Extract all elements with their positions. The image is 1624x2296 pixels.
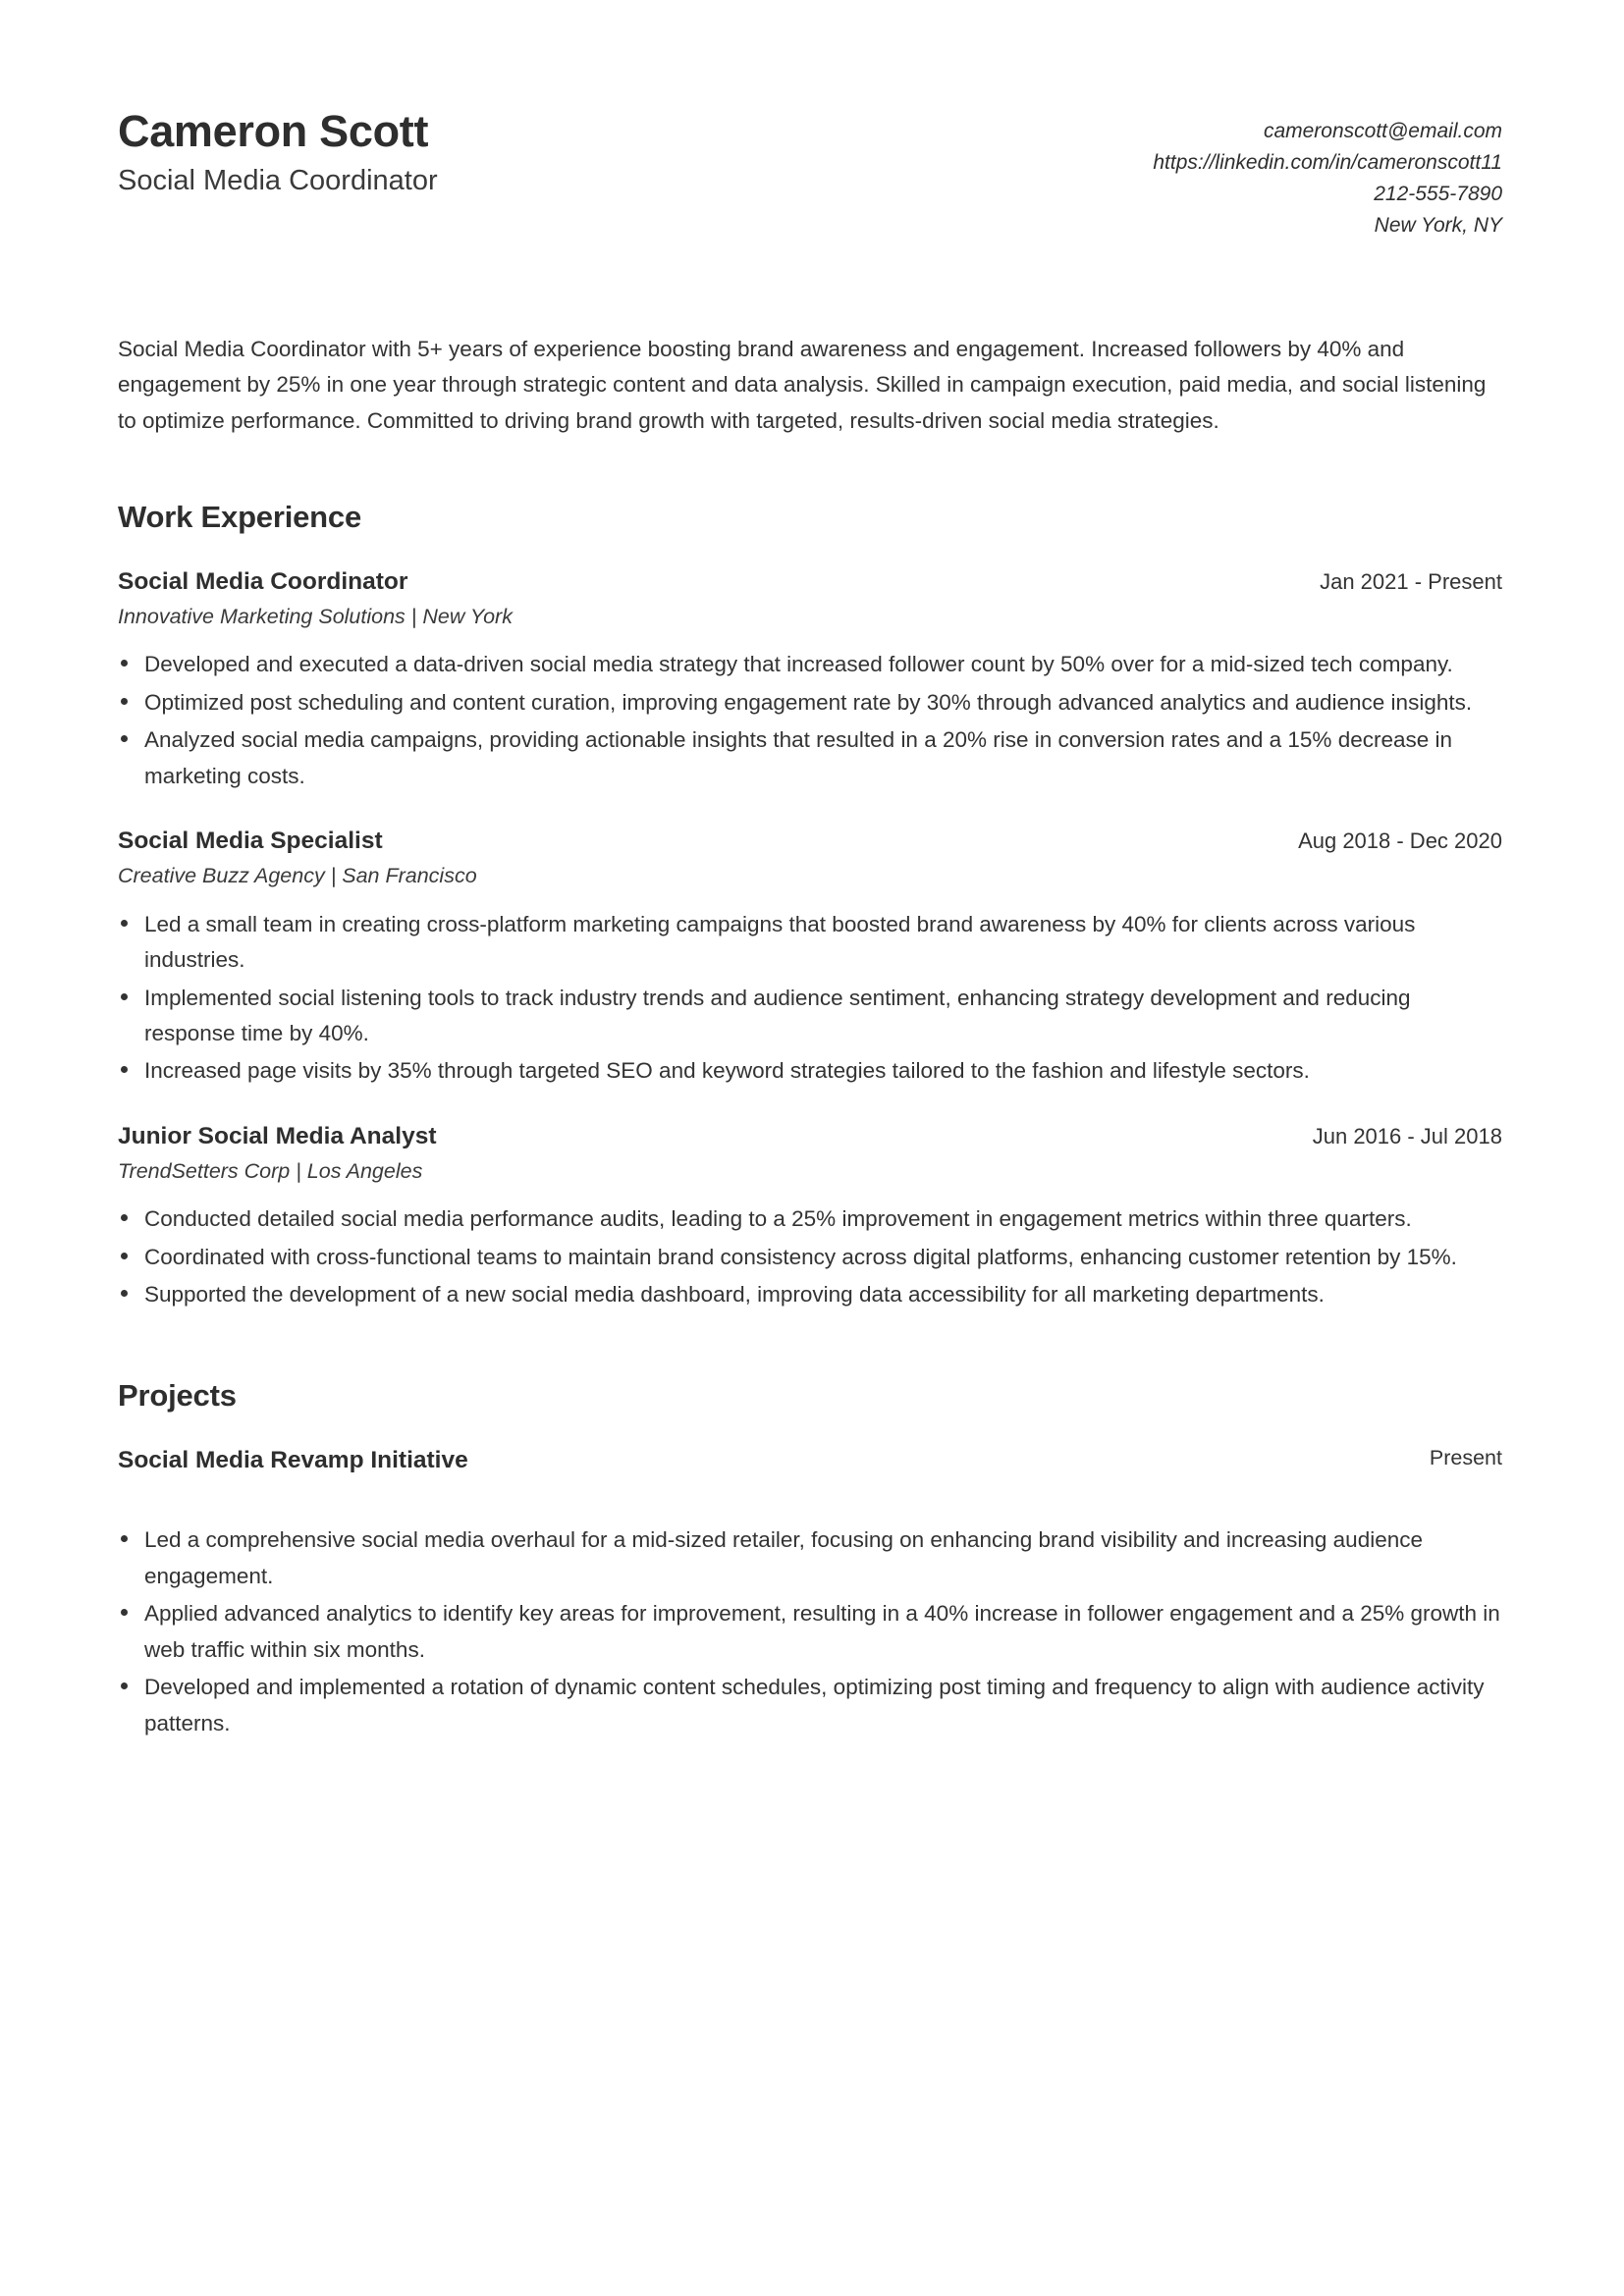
project-entry-bullets — [118, 1522, 1502, 1741]
bullet-item — [118, 722, 1502, 794]
bullet-text: Increased page visits by 35% through targeted SEO and keyword strategies tailored to the fashion and lifestyle sectors. — [144, 1058, 1310, 1084]
bullet-dot-icon — [121, 1066, 128, 1073]
work-entry-date: Jan 2021 - Present — [1320, 568, 1502, 594]
bullet-item — [118, 685, 1502, 721]
projects-section — [118, 1378, 1502, 1741]
work-entry-header — [118, 1122, 1502, 1185]
project-entry-header — [118, 1446, 1502, 1476]
contact-phone[interactable]: 212-555-7890 — [1374, 182, 1502, 205]
work-entry-bullets — [118, 907, 1502, 1090]
bullet-dot-icon — [121, 1682, 128, 1689]
bullet-item — [118, 907, 1502, 979]
work-entry — [118, 827, 1502, 1090]
work-entry-header — [118, 827, 1502, 889]
bullet-text: Implemented social listening tools to track industry trends and audience sentiment, enhancing strategy development and reducing response time by 40%. — [144, 985, 1411, 1045]
bullet-text: Conducted detailed social media performance audits, leading to a 25% improvement in engagement metrics within three quarters. — [144, 1206, 1412, 1232]
bullet-text: Optimized post scheduling and content curation, improving engagement rate by 30% through advanced analytics and audience insights. — [144, 689, 1473, 715]
contact-location: New York, NY — [1374, 213, 1502, 237]
bullet-text: Developed and executed a data-driven social media strategy that increased follower count by 50% over for a mid-sized tech company. — [144, 652, 1453, 677]
bullet-item — [118, 1670, 1502, 1741]
bullet-item — [118, 1522, 1502, 1594]
contact-linkedin[interactable]: https://linkedin.com/in/cameronscott11 — [1153, 150, 1502, 174]
project-entry — [118, 1446, 1502, 1741]
contact-email[interactable]: cameronscott@email.com — [1263, 120, 1502, 142]
bullet-item — [118, 1053, 1502, 1089]
work-entry — [118, 567, 1502, 794]
bullet-text: Analyzed social media campaigns, providing actionable insights that resulted in a 20% rise in conversion rates and a 15% decrease in marketing costs. — [144, 727, 1453, 788]
bullet-dot-icon — [121, 698, 128, 705]
header-identity — [118, 106, 438, 197]
work-entry-date: Jun 2016 - Jul 2018 — [1312, 1123, 1502, 1148]
bullet-dot-icon — [121, 993, 128, 1000]
bullet-dot-icon — [121, 1290, 128, 1297]
work-entry-organization: Creative Buzz Agency | San Francisco — [118, 863, 477, 887]
bullet-dot-icon — [121, 660, 128, 667]
candidate-job-title: Social Media Coordinator — [118, 164, 438, 196]
bullet-dot-icon — [121, 920, 128, 927]
bullet-text: Led a small team in creating cross-platform marketing campaigns that boosted brand awareness by 40% for clients across various industries. — [144, 911, 1416, 973]
bullet-item — [118, 1201, 1502, 1237]
bullet-item — [118, 1240, 1502, 1275]
professional-summary: Social Media Coordinator with 5+ years of experience boosting brand awareness and engagement. Increased followers by 40% and engagement by 25% in one year through strategic content and data analysis. Skilled in campaign execution, paid media, and social listening to optimize performance. Committed to driving brand growth with targeted, results-driven social media strategies. — [118, 336, 1487, 433]
bullet-text: Supported the development of a new social media dashboard, improving data accessibility for all marketing departments. — [144, 1282, 1325, 1308]
work-entry-header — [118, 567, 1502, 630]
work-entry-organization: Innovative Marketing Solutions | New York — [118, 604, 513, 628]
bullet-item — [118, 981, 1502, 1052]
resume-header — [118, 106, 1502, 241]
project-entry-title: Social Media Revamp Initiative — [118, 1446, 468, 1473]
candidate-name: Cameron Scott — [118, 106, 429, 156]
bullet-text: Coordinated with cross-functional teams to maintain brand consistency across digital platforms, enhancing customer retention by 15%. — [144, 1244, 1457, 1269]
work-entry-title: Social Media Specialist — [118, 828, 383, 855]
bullet-text: Developed and implemented a rotation of dynamic content schedules, optimizing post timing and frequency to align with audience activity patterns. — [144, 1675, 1485, 1735]
bullet-dot-icon — [121, 1609, 128, 1616]
bullet-item — [118, 1596, 1502, 1668]
work-entry-bullets — [118, 647, 1502, 794]
bullet-dot-icon — [121, 1253, 128, 1259]
work-entry — [118, 1122, 1502, 1313]
bullet-text: Led a comprehensive social media overhaul for a mid-sized retailer, focusing on enhancing brand visibility and increasing audience engagement. — [144, 1527, 1424, 1588]
work-entry-date: Aug 2018 - Dec 2020 — [1298, 828, 1502, 854]
section-heading-work-experience: Work Experience — [118, 499, 361, 534]
bullet-dot-icon — [121, 735, 128, 742]
contact-block — [1153, 106, 1502, 241]
work-experience-section — [118, 500, 1502, 1313]
section-heading-projects: Projects — [118, 1377, 237, 1413]
bullet-dot-icon — [121, 1535, 128, 1542]
bullet-item — [118, 1277, 1502, 1312]
work-entry-bullets — [118, 1201, 1502, 1312]
work-entry-title: Social Media Coordinator — [118, 567, 408, 595]
bullet-text: Applied advanced analytics to identify key areas for improvement, resulting in a 40% increase in follower engagement and a 25% growth in web traffic within six months. — [144, 1601, 1500, 1662]
bullet-dot-icon — [121, 1214, 128, 1221]
work-entry-title: Junior Social Media Analyst — [118, 1122, 437, 1149]
work-entry-organization: TrendSetters Corp | Los Angeles — [118, 1158, 423, 1183]
project-entry-date: Present — [1429, 1445, 1502, 1469]
bullet-item — [118, 647, 1502, 682]
